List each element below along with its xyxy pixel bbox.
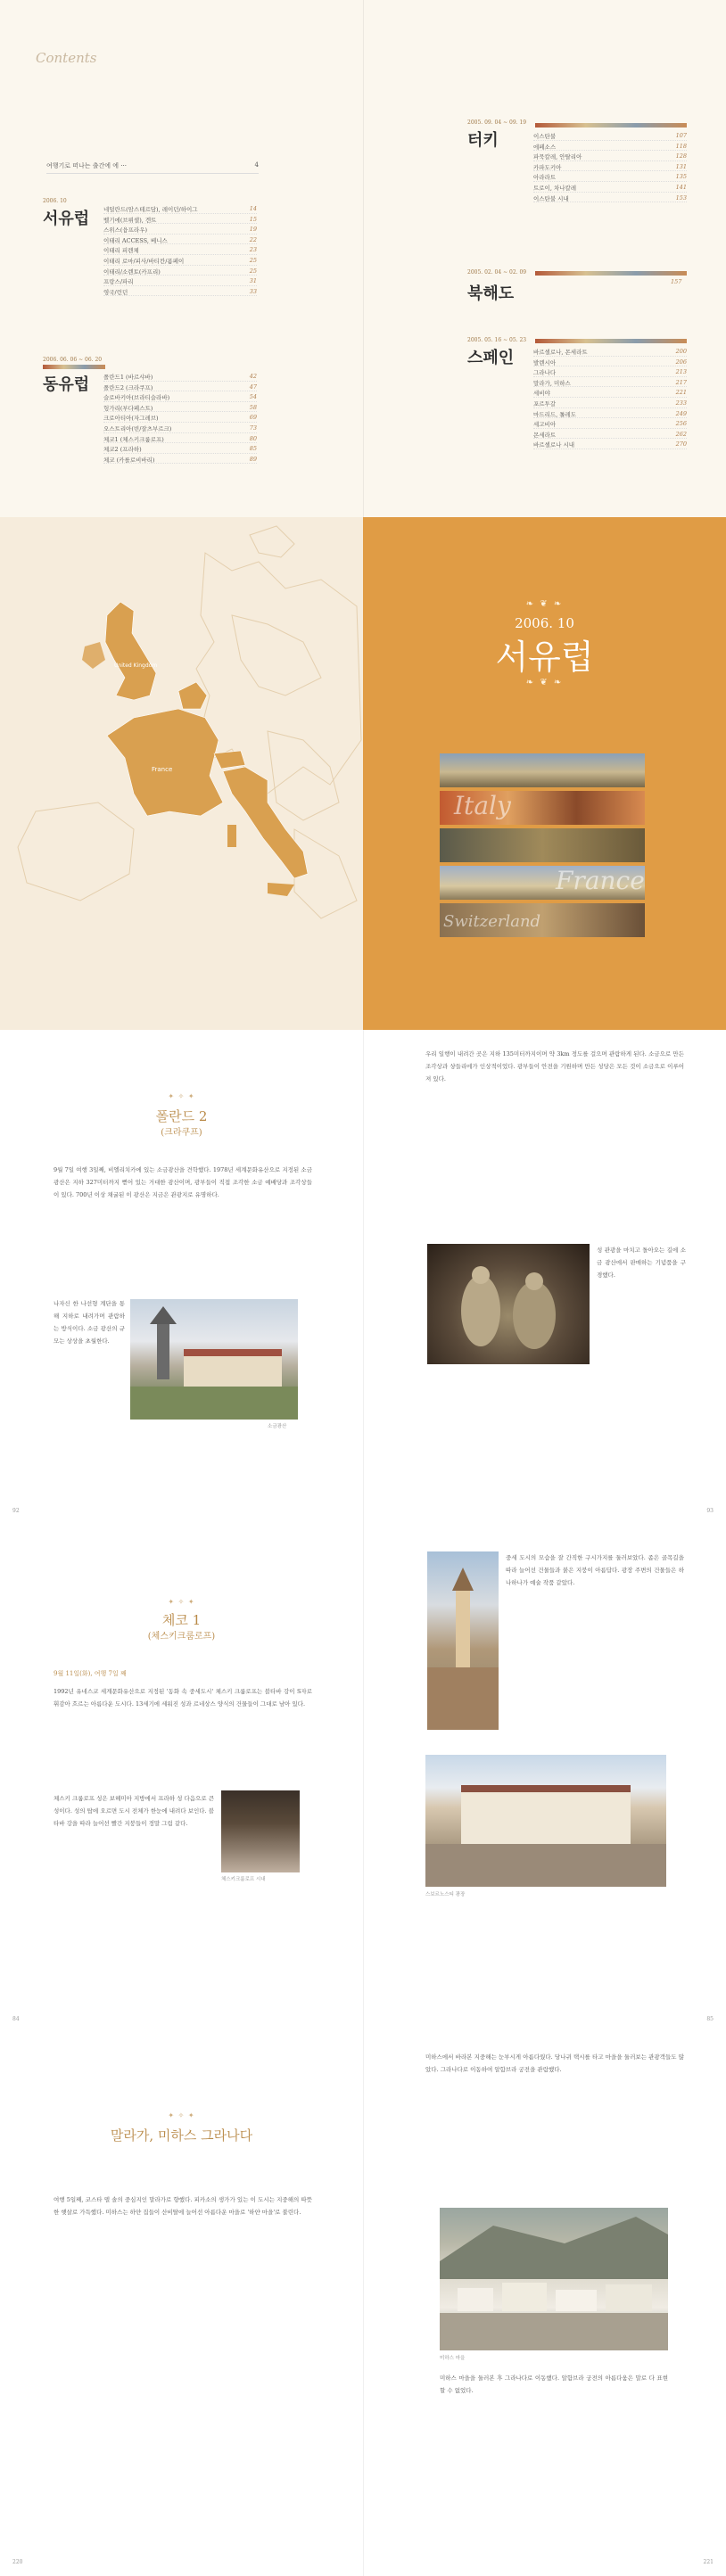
sardinia-shape bbox=[227, 825, 236, 847]
stripe-text-1: Italy bbox=[454, 791, 511, 820]
page-left bbox=[0, 2033, 363, 2576]
folio-left: 220 bbox=[12, 2559, 23, 2565]
sicily-shape bbox=[268, 883, 294, 896]
contents-logo: Contents bbox=[36, 50, 97, 66]
page-left bbox=[0, 1525, 363, 2033]
gutter bbox=[363, 0, 364, 517]
body-text-left-narrow: 나자신 한 나선형 계단을 통해 지하로 내려가며 관람하는 방식이다. 소금 광산의 규모는 상상을 초월한다. bbox=[54, 1300, 125, 1345]
toc-row[interactable]: 카파도키아 131 bbox=[533, 162, 687, 171]
chapter-ornament: ✦ ✧ ✦ bbox=[168, 1092, 195, 1100]
body-text-left: 1992년 유네스코 세계문화유산으로 지정된 '동화 속 중세도시' 체스키 크룸로프는 블타바 강이 S자로 휘감아 흐르는 아름다운 도시다. 13세기에 세워진 성과 르네상스 양식의 건물들이 그대로 남아 있다. bbox=[54, 1688, 312, 1708]
body-text-right: 우리 일행이 내려간 곳은 지하 135미터까지이며 약 3km 정도를 걸으며 관람하게 된다. 소금으로 만든 조각상과 샹들리에가 인상적이었다. 광부들이 안전을 기원하며 만든 성당은 모든 것이 소금으로 이루어져 있다. bbox=[425, 1050, 684, 1082]
east-title: 동유럽 bbox=[43, 375, 90, 394]
stripe-text-3: Switzerland bbox=[443, 912, 541, 931]
toc-row[interactable]: 체코 (카를로비바리) 89 bbox=[103, 455, 257, 464]
section-spain bbox=[467, 337, 526, 368]
chapter-title: 체코 1 bbox=[161, 1612, 202, 1628]
stripe-text-2: France bbox=[556, 866, 645, 895]
toc-row[interactable]: 스위스(융프라우) 19 bbox=[103, 226, 257, 235]
toc-row[interactable]: 네덜란드(암스테르담), 레이던/하이그 14 bbox=[103, 205, 257, 213]
west-date: 2006. 10 bbox=[43, 198, 67, 204]
photo-stripe-4 bbox=[440, 866, 645, 900]
photo-stripe-1 bbox=[440, 753, 645, 787]
spain-outline bbox=[18, 802, 134, 901]
toc-row[interactable]: 벨기에(브뤼셀), 겐트 15 bbox=[103, 215, 257, 224]
folio-right: 85 bbox=[706, 2016, 714, 2022]
east-list bbox=[103, 371, 257, 464]
castle-tower-photo bbox=[427, 1551, 499, 1730]
toc-intro-row[interactable] bbox=[46, 161, 259, 174]
page-right bbox=[363, 2033, 726, 2576]
photo-caption: 소금광산 bbox=[268, 1424, 287, 1429]
scandinavia-outline bbox=[250, 526, 294, 557]
toc-row[interactable]: 트로이, 차나칼레 141 bbox=[533, 183, 687, 192]
page-left bbox=[0, 1030, 363, 1525]
opener-title: 서유럽 bbox=[495, 638, 594, 677]
toc-row[interactable]: 바르셀로나 시내 270 bbox=[533, 440, 687, 449]
toc-row[interactable]: 체코2 (프라하) 85 bbox=[103, 445, 257, 454]
east-date: 2006. 06. 06 ~ 06. 20 bbox=[43, 357, 103, 363]
toc-row[interactable]: 이스탄불 107 bbox=[533, 132, 687, 140]
chapter-ornament: ✦ ✧ ✦ bbox=[168, 1598, 195, 1606]
section-east bbox=[43, 357, 105, 395]
section-opener-page bbox=[363, 517, 726, 1030]
body-text-right: 미하스에서 바라본 지중해는 눈부시게 아름다웠다. 당나귀 택시를 타고 마을을 둘러보는 관광객들도 많았다. 그라나다로 이동하여 알함브라 궁전을 관람했다. bbox=[425, 2053, 684, 2073]
bukhae-title: 북해도 bbox=[467, 284, 515, 303]
turkey-list bbox=[533, 130, 687, 202]
toc-row[interactable]: 에페소스 118 bbox=[533, 142, 687, 151]
toc-row[interactable]: 이태리 ACCESS, 베니스 22 bbox=[103, 235, 257, 244]
toc-row[interactable]: 폴란드2 (크라쿠프) 47 bbox=[103, 383, 257, 391]
section-opener-spread bbox=[0, 517, 726, 1030]
toc-row[interactable]: 이스탄불 시내 153 bbox=[533, 193, 687, 202]
europe-map-page bbox=[0, 517, 363, 1030]
toc-row[interactable]: 세비야 221 bbox=[533, 389, 687, 398]
ireland-shape bbox=[82, 642, 105, 669]
body-text-left: 9월 7일 여행 3일째, 비엘리치카에 있는 소금광산을 견학했다. 1978년 세계문화유산으로 지정된 소금광산은 지하 327미터까지 뻗어 있는 거대한 광산이며, 광부들이 직접 조각한 소금 예배당과 조각상들이 있다. 700년 이상 채굴된 이 광산은 지금은 관광지로 유명하다. bbox=[54, 1166, 312, 1198]
section-bukhae bbox=[467, 269, 526, 304]
toc-row[interactable]: 마드리드, 톨레도 249 bbox=[533, 409, 687, 418]
salt-statue-photo bbox=[427, 1244, 590, 1364]
top-ornament: ❧ ❦ ❧ bbox=[525, 599, 564, 609]
toc-row[interactable]: 그라나다 213 bbox=[533, 368, 687, 377]
village-illustration bbox=[440, 2208, 668, 2350]
photo-stripe-5 bbox=[440, 903, 645, 937]
italy-shape bbox=[223, 767, 308, 878]
tower-illustration bbox=[427, 1551, 499, 1730]
section-turkey bbox=[467, 119, 526, 151]
toc-row[interactable]: 아라라트 135 bbox=[533, 173, 687, 182]
map-label-uk: United Kingdom bbox=[114, 663, 158, 669]
bottom-ornament: ❧ ❦ ❧ bbox=[525, 678, 564, 687]
chapter-title: 말라가, 미하스 그라나다 bbox=[110, 2127, 253, 2144]
poland-spread bbox=[0, 1030, 726, 1525]
czech-spread bbox=[0, 1525, 726, 2033]
bukhae-bar bbox=[535, 271, 687, 276]
toc-row[interactable]: 크로아티아(자그레브) 69 bbox=[103, 414, 257, 423]
mine-tower-illustration bbox=[130, 1299, 298, 1420]
switzerland-shape bbox=[214, 751, 245, 769]
folio-right: 221 bbox=[703, 2559, 714, 2565]
photo-caption: 체스키크룸로프 시내 bbox=[221, 1877, 266, 1882]
toc-row[interactable]: 이태리/소렌토(카프리) 25 bbox=[103, 267, 257, 276]
section-west bbox=[43, 198, 89, 229]
chapter-title: 폴란드 2 bbox=[155, 1108, 208, 1124]
salt-mine-photo bbox=[130, 1299, 298, 1420]
body-text-right-lower: 미하스 마을을 둘러본 후 그라나다로 이동했다. 알함브라 궁전의 아름다움은 말로 다 표현할 수 없었다. bbox=[440, 2374, 668, 2394]
toc-row[interactable]: 포르투갈 233 bbox=[533, 399, 687, 407]
spain-spread bbox=[0, 2033, 726, 2576]
toc-row[interactable]: 파묵칼레, 안탈리아 128 bbox=[533, 152, 687, 161]
toc-intro-label: 여행기로 떠나는 출간에 에 ··· bbox=[46, 162, 127, 169]
photo-caption: 미하스 마을 bbox=[440, 2356, 466, 2361]
east-bar bbox=[43, 365, 105, 369]
west-list bbox=[103, 203, 257, 296]
europe-map bbox=[0, 517, 363, 1030]
balkans-outline bbox=[268, 731, 339, 820]
chapter-subtitle: (체스키크룸로프) bbox=[147, 1632, 216, 1642]
toc-row[interactable]: 폴란드1 (바르샤바) 42 bbox=[103, 373, 257, 381]
body-text-left: 여행 5일째, 코스타 델 솔의 중심지인 말라가로 향했다. 피카소의 생가가 있는 이 도시는 지중해의 따뜻한 햇살로 가득했다. 미하스는 하얀 집들이 산비탈에 늘어선 아름다운 마을로 '하얀 마을'로 불린다. bbox=[54, 2196, 312, 2216]
bukhae-page[interactable]: 157 bbox=[671, 278, 682, 285]
mijas-village-photo bbox=[440, 2208, 668, 2350]
benelux-shape bbox=[178, 682, 207, 709]
page-right bbox=[363, 1525, 726, 2033]
west-title: 서유럽 bbox=[43, 210, 90, 228]
body-text-left-narrow: 체스키 크룸로프 성은 보헤미아 지방에서 프라하 성 다음으로 큰 성이다. 성의 탑에 오르면 도시 전체가 한눈에 내려다 보인다. 블타바 강을 따라 늘어선 빨간 지붕들이 정말 그림 같다. bbox=[54, 1795, 214, 1827]
folio-right: 93 bbox=[706, 1508, 714, 1514]
toc-row[interactable]: 바르셀로나, 몬세라트 200 bbox=[533, 348, 687, 356]
germany-poland-outline bbox=[232, 615, 321, 695]
toc-row[interactable]: 체코1 (체스키크룸로프) 80 bbox=[103, 434, 257, 443]
photo-stripe-3 bbox=[440, 828, 645, 862]
toc-spread bbox=[0, 0, 726, 517]
opener-date: 2006. 10 bbox=[515, 615, 574, 631]
spain-date: 2005. 05. 16 ~ 05. 23 bbox=[467, 337, 527, 343]
body-text-right: 중세 도시의 모습을 잘 간직한 구시가지를 둘러보았다. 좁은 골목길을 따라 늘어선 건물들과 붉은 지붕이 아름답다. 광장 주변의 건물들은 하나하나가 예술 작품 같았다. bbox=[506, 1554, 684, 1586]
chapter-ornament: ✦ ✧ ✦ bbox=[168, 2111, 195, 2119]
street-photo bbox=[221, 1790, 300, 1872]
folio-left: 92 bbox=[12, 1508, 20, 1514]
toc-row[interactable]: 몬세라트 262 bbox=[533, 430, 687, 439]
toc-intro-page: 4 bbox=[254, 161, 259, 169]
square-photo bbox=[425, 1755, 666, 1887]
toc-row[interactable]: 발렌시아 206 bbox=[533, 358, 687, 366]
map-label-france: France bbox=[152, 766, 173, 773]
page-right bbox=[363, 1030, 726, 1525]
toc-row[interactable]: 말라가, 미하스 217 bbox=[533, 378, 687, 387]
toc-row[interactable]: 헝가리(부다페스트) 58 bbox=[103, 403, 257, 412]
uk-shape bbox=[105, 602, 156, 700]
chapter-subtitle: (크라쿠프) bbox=[161, 1128, 202, 1138]
spain-bar bbox=[535, 339, 687, 343]
toc-row[interactable]: 이태리 로마/피사/바티칸/폼페이 25 bbox=[103, 256, 257, 265]
toc-row[interactable]: 슬로바키아(브라티슬라바) 54 bbox=[103, 393, 257, 402]
toc-row[interactable]: 오스트리아(빈/잘츠부르크) 73 bbox=[103, 424, 257, 432]
toc-row[interactable]: 세고비아 256 bbox=[533, 420, 687, 429]
turkey-title: 터키 bbox=[467, 131, 499, 150]
statue-illustration bbox=[427, 1244, 590, 1364]
square-illustration bbox=[425, 1755, 666, 1887]
bukhae-date: 2005. 02. 04 ~ 02. 09 bbox=[467, 269, 527, 276]
turkey-date: 2005. 09. 04 ~ 09. 19 bbox=[467, 119, 527, 126]
toc-row[interactable]: 프랑스/파리 31 bbox=[103, 277, 257, 286]
spain-list bbox=[533, 346, 687, 449]
intro-line: 9월 11일(화), 여행 7일 째 bbox=[54, 1670, 127, 1677]
france-shape bbox=[107, 709, 223, 816]
toc-row[interactable]: 영국/런던 33 bbox=[103, 287, 257, 296]
spain-title: 스페인 bbox=[467, 349, 515, 367]
photo-stripe-2 bbox=[440, 791, 645, 825]
folio-left: 84 bbox=[12, 2016, 20, 2022]
toc-row[interactable]: 이태리 피렌체 23 bbox=[103, 246, 257, 255]
photo-caption-right: 스보르노스티 광장 bbox=[425, 1892, 466, 1897]
turkey-bar bbox=[535, 123, 687, 128]
body-text-right-narrow: 성 관광을 마치고 돌아오는 길에 소금 광산에서 판매하는 기념품을 구경했다. bbox=[597, 1247, 686, 1279]
